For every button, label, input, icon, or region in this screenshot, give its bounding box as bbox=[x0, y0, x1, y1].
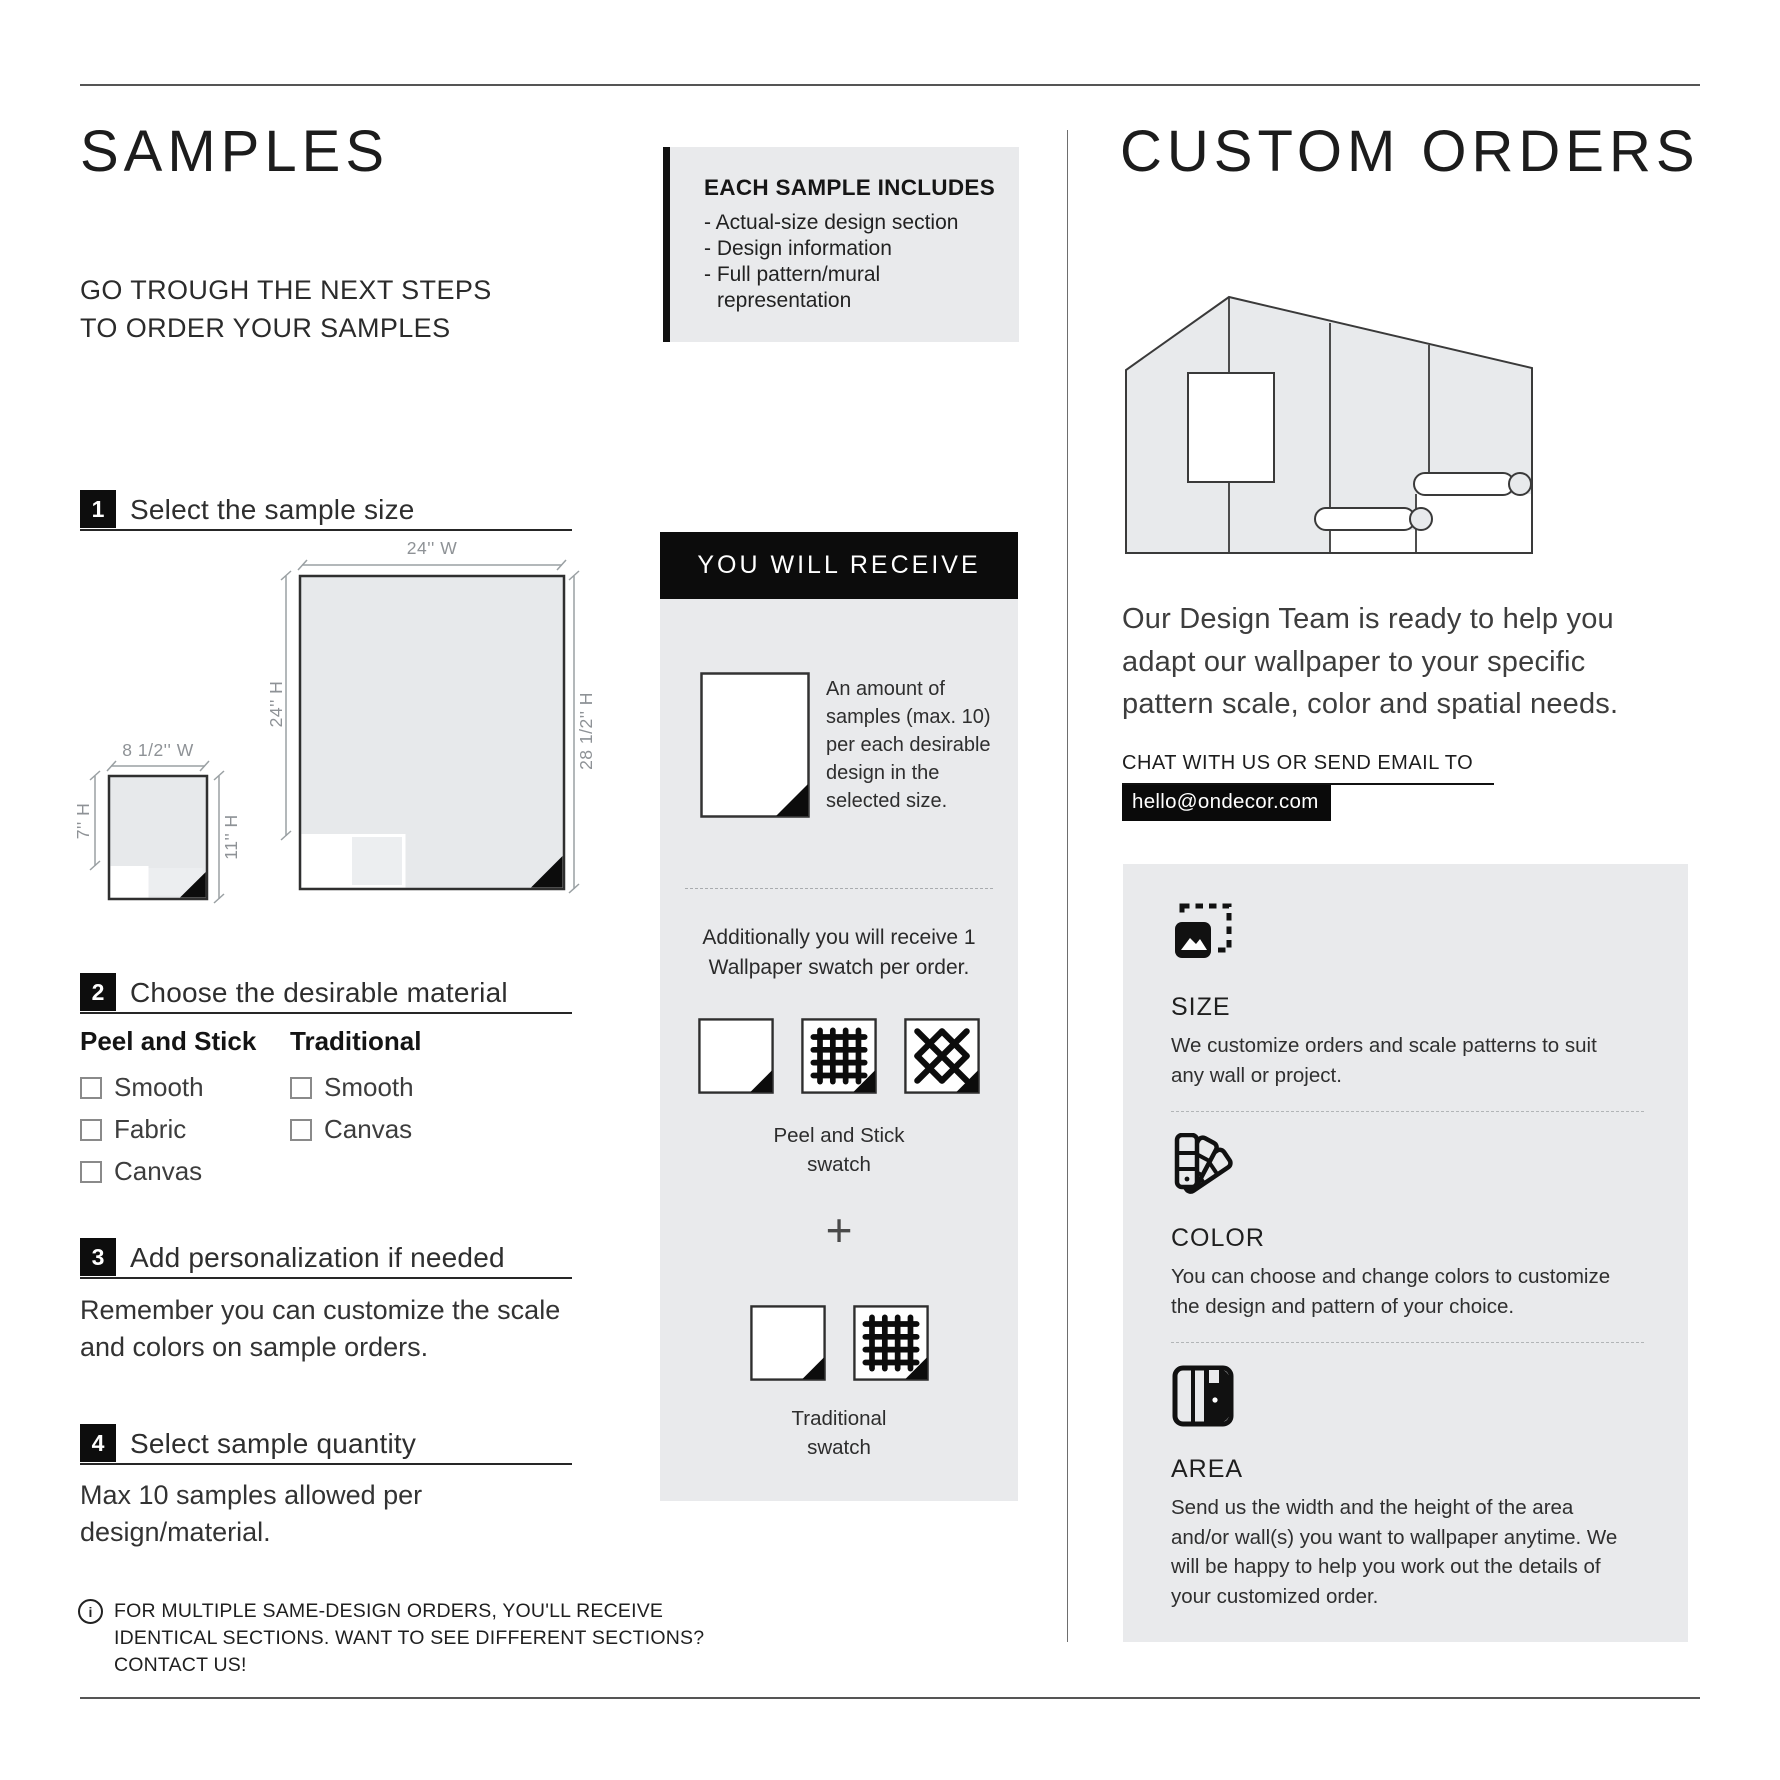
material-option-label: Canvas bbox=[324, 1114, 413, 1144]
material-option-smooth bbox=[80, 1072, 290, 1103]
unpapered-area-right bbox=[1416, 494, 1531, 552]
material-option-label: Smooth bbox=[324, 1072, 414, 1102]
samples-subtitle-line2: TO ORDER YOUR SAMPLES bbox=[80, 312, 451, 343]
traditional-swatch-label bbox=[660, 1405, 1018, 1462]
includes-item: - Design information bbox=[704, 237, 892, 261]
material-option-canvas bbox=[80, 1156, 290, 1187]
step3-number-badge: 3 bbox=[80, 1238, 116, 1276]
you-will-receive-header: YOU WILL RECEIVE bbox=[660, 532, 1018, 599]
includes-item: - Actual-size design section bbox=[704, 211, 959, 234]
samples-subtitle bbox=[80, 272, 492, 348]
top-rule bbox=[80, 84, 1700, 86]
plain-swatch-icon bbox=[750, 1305, 826, 1381]
each-sample-includes-box bbox=[663, 147, 1019, 342]
crosshatch-swatch-icon bbox=[904, 1018, 980, 1094]
unpapered-area-lower bbox=[1330, 530, 1430, 552]
checkbox-traditional-smooth[interactable] bbox=[290, 1077, 312, 1099]
custom-orders-title: CUSTOM ORDERS bbox=[1120, 119, 1700, 184]
custom-options-panel bbox=[1123, 864, 1688, 1642]
you-will-receive-panel bbox=[660, 599, 1018, 1501]
step1-title: Select the sample size bbox=[130, 494, 415, 525]
additional-swatch-text: Additionally you will receive 1 Wallpaper swatch per order. bbox=[702, 926, 976, 979]
large-sample-diagram bbox=[266, 528, 596, 908]
dashed-divider bbox=[685, 888, 993, 889]
checkbox-peel-canvas[interactable] bbox=[80, 1161, 102, 1183]
email-badge[interactable]: hello@ondecor.com bbox=[1122, 785, 1331, 821]
column-divider bbox=[1067, 130, 1068, 1642]
material-option-label: Fabric bbox=[114, 1114, 187, 1144]
peel-swatch-row bbox=[660, 1018, 1018, 1094]
grid-swatch-icon bbox=[801, 1018, 877, 1094]
step3-body: Remember you can customize the scale and colors on sample orders. bbox=[80, 1295, 561, 1362]
step3-title: Add personalization if needed bbox=[130, 1242, 505, 1273]
material-option-smooth bbox=[290, 1072, 421, 1103]
small-actual-size-section bbox=[111, 866, 149, 898]
step2-title: Choose the desirable material bbox=[130, 977, 508, 1008]
peel-and-stick-column bbox=[80, 1026, 290, 1198]
feature-size-text: We customize orders and scale patterns to suit any wall or project. bbox=[1171, 1034, 1597, 1087]
custom-orders-intro bbox=[1122, 598, 1684, 726]
step4-header bbox=[80, 1424, 572, 1465]
includes-item: - Full pattern/mural representation bbox=[704, 263, 881, 313]
checkbox-traditional-canvas[interactable] bbox=[290, 1119, 312, 1141]
size-crop-image-icon bbox=[1171, 902, 1235, 966]
feature-color-text: You can choose and change colors to customize the design and pattern of your choice. bbox=[1171, 1265, 1611, 1318]
materials-section bbox=[80, 1026, 580, 1198]
checkbox-peel-fabric[interactable] bbox=[80, 1119, 102, 1141]
color-swatch-fan-icon bbox=[1171, 1133, 1235, 1197]
small-sample-diagram bbox=[71, 688, 241, 908]
samples-title: SAMPLES bbox=[80, 119, 389, 184]
small-full-height-label: 11'' H bbox=[221, 814, 241, 860]
traditional-swatch-label-line2: swatch bbox=[807, 1435, 871, 1459]
material-option-canvas bbox=[290, 1114, 421, 1145]
house-wallpaper-illustration bbox=[1122, 290, 1542, 562]
grid-swatch-icon bbox=[853, 1305, 929, 1381]
plus-sign: + bbox=[825, 1204, 853, 1256]
dashed-divider bbox=[1171, 1342, 1644, 1343]
plain-swatch-icon bbox=[698, 1018, 774, 1094]
intro-line1: Our Design Team is ready to help you bbox=[1122, 603, 1614, 635]
sample-sheet-icon bbox=[700, 672, 810, 818]
step4-title: Select sample quantity bbox=[130, 1428, 417, 1459]
step4-body: Max 10 samples allowed per design/material. bbox=[80, 1480, 423, 1547]
feature-area-name: AREA bbox=[1171, 1455, 1244, 1484]
footnote bbox=[78, 1598, 768, 1679]
small-width-label: 8 1/2'' W bbox=[122, 740, 194, 760]
peel-swatch-label-line2: swatch bbox=[807, 1152, 871, 1176]
samples-subtitle-line1: GO TROUGH THE NEXT STEPS bbox=[80, 275, 492, 305]
large-full-height-label: 28 1/2'' H bbox=[576, 692, 596, 770]
step1-header bbox=[80, 490, 572, 531]
traditional-swatch-row bbox=[660, 1305, 1018, 1381]
material-option-label: Canvas bbox=[114, 1156, 203, 1186]
wallpaper-roll-lower bbox=[1315, 508, 1432, 530]
small-design-height-label: 7'' H bbox=[73, 802, 93, 840]
wallpaper-roll-upper bbox=[1414, 473, 1531, 495]
info-icon: i bbox=[78, 1599, 103, 1624]
intro-line3: pattern scale, color and spatial needs. bbox=[1122, 688, 1619, 721]
material-option-fabric bbox=[80, 1114, 290, 1145]
large-design-height-label: 24'' H bbox=[266, 680, 286, 728]
includes-title: EACH SAMPLE INCLUDES bbox=[704, 175, 996, 200]
window bbox=[1188, 373, 1274, 482]
step2-header bbox=[80, 973, 572, 1014]
bottom-rule bbox=[80, 1697, 1700, 1699]
step1-number-badge: 1 bbox=[80, 490, 116, 528]
intro-line2: adapt our wallpaper to your specific bbox=[1122, 645, 1586, 678]
traditional-title: Traditional bbox=[290, 1026, 422, 1056]
step4-number-badge: 4 bbox=[80, 1424, 116, 1462]
traditional-swatch-label-line1: Traditional bbox=[791, 1407, 887, 1430]
contact-block bbox=[1122, 752, 1494, 821]
large-width-dim-line bbox=[298, 560, 566, 570]
material-option-label: Smooth bbox=[114, 1072, 204, 1102]
large-inner-square bbox=[352, 837, 402, 885]
large-width-label: 24'' W bbox=[406, 538, 458, 558]
feature-area-text: Send us the width and the height of the area and/or wall(s) you want to wallpaper anytime. We will be happy to help you work out the details of your customized order. bbox=[1171, 1496, 1618, 1608]
step3-header bbox=[80, 1238, 572, 1279]
contact-label: CHAT WITH US OR SEND EMAIL TO bbox=[1122, 752, 1494, 785]
samples-amount-text: An amount of samples (max. 10) per each desirable design in the selected size. bbox=[826, 678, 991, 812]
dashed-divider bbox=[1171, 1111, 1644, 1112]
peel-and-stick-title: Peel and Stick bbox=[80, 1026, 257, 1056]
peel-swatch-label-line1: Peel and Stick bbox=[773, 1124, 905, 1147]
feature-size-name: SIZE bbox=[1171, 993, 1231, 1021]
step2-number-badge: 2 bbox=[80, 973, 116, 1011]
footnote-text: FOR MULTIPLE SAME-DESIGN ORDERS, YOU'LL RECEIVE IDENTICAL SECTIONS. WANT TO SEE DIFFERENT SECTIONS? CONTACT US! bbox=[114, 1600, 705, 1676]
area-wall-panels-icon bbox=[1171, 1364, 1235, 1428]
feature-color-name: COLOR bbox=[1171, 1224, 1265, 1253]
traditional-column bbox=[290, 1026, 421, 1198]
peel-swatch-label bbox=[660, 1122, 1018, 1179]
small-width-dim-line bbox=[107, 761, 209, 771]
checkbox-peel-smooth[interactable] bbox=[80, 1077, 102, 1099]
